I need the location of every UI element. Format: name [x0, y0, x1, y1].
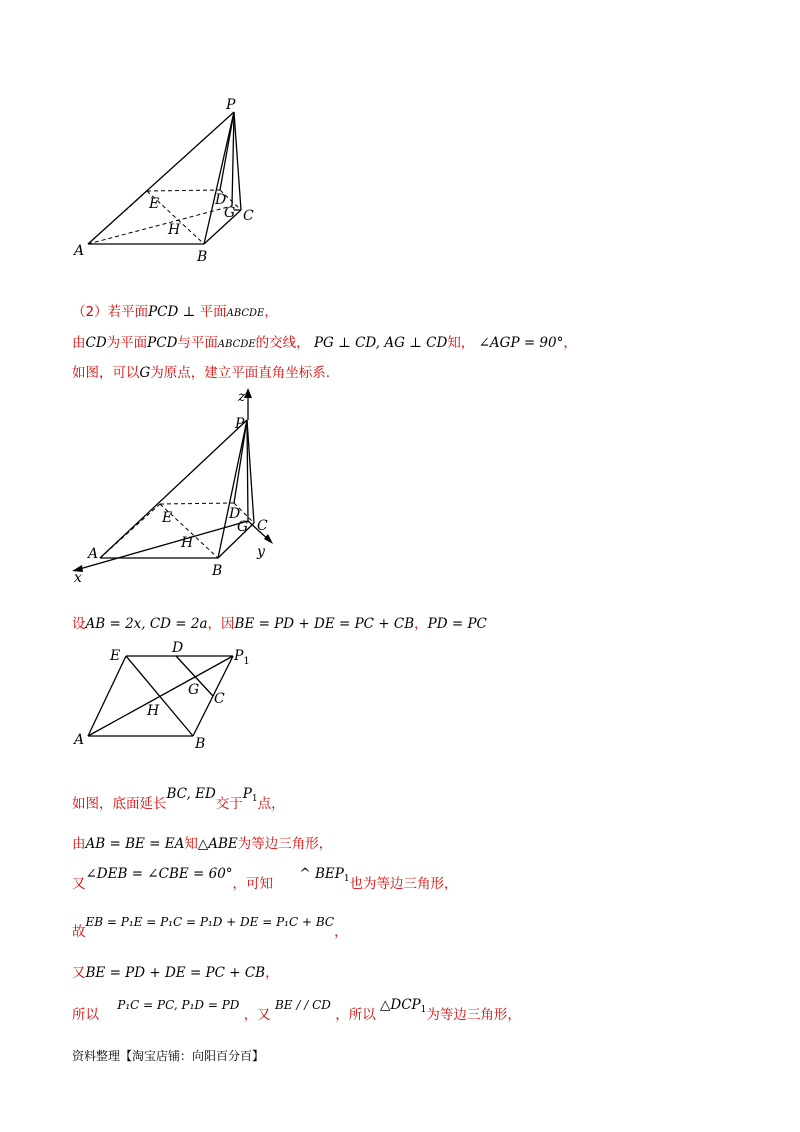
solution-line-7: 又∠DEB = ∠CBE = 60°，可知 ^ $BEP_1$也为等边三角形， [72, 866, 458, 892]
fig2-label-D: D [229, 506, 241, 522]
solution-line-2: 由CD为平面PCD与平面ABCDE的交线， PG ⊥ CD, AG ⊥ CD知， ∠AGP = 90°， [72, 335, 577, 351]
fig3-label-G: G [188, 682, 200, 698]
fig2-label-x: x [74, 570, 82, 586]
fig1-label-G: G [224, 205, 236, 221]
fig2-label-H: H [181, 535, 194, 551]
fig1-label-P: P [226, 97, 236, 113]
fig3-label-P1: $P_1$ [234, 648, 250, 667]
fig3-label-B: B [195, 736, 206, 752]
solution-line-3: 如图，可以G为原点，建立平面直角坐标系. [72, 365, 331, 381]
fig2-label-G: G [237, 519, 249, 535]
fig2-label-C: C [257, 518, 268, 534]
fig1-label-H: H [168, 222, 181, 238]
fig3-label-E: E [110, 648, 121, 664]
fig2-label-E: E [162, 510, 173, 526]
fig2-label-B: B [212, 563, 223, 579]
solution-line-8: 故EB = P₁E = P₁C = P₁D + DE = P₁C + BC， [72, 915, 348, 940]
solution-line-10: 所以 P₁C = PC, P₁D = PD ，又 BE / / CD ，所以 $\triangle DCP_1$为等边三角形， [72, 997, 521, 1023]
fig1-label-D: D [215, 192, 227, 208]
fig1-label-C: C [243, 208, 254, 224]
fig1-label-B: B [197, 249, 208, 265]
fig2-label-z: z [238, 389, 246, 405]
fig2-label-P: P [235, 416, 245, 432]
solution-line-5: 如图，底面延长BC, ED交于$P_1$点， [72, 786, 285, 812]
fig1-label-A: A [74, 243, 85, 259]
fig3-label-A: A [74, 732, 85, 748]
solution-line-6: 由AB = BE = EA知△ABE为等边三角形， [72, 836, 333, 852]
solution-line-9: 又BE = PD + DE = PC + CB， [72, 965, 279, 981]
fig2-label-y: y [257, 544, 265, 560]
fig3-label-H: H [147, 703, 160, 719]
fig3-label-C: C [214, 691, 225, 707]
fig3-label-D: D [172, 640, 184, 656]
fig1-label-E: E [149, 196, 160, 212]
solution-line-4: 设AB = 2x, CD = 2a，因BE = PD + DE = PC + CB，PD = PC [72, 616, 487, 632]
fig2-label-A: A [88, 546, 99, 562]
solution-line-1: （2）若平面PCD ⊥ 平面ABCDE， [72, 304, 278, 320]
footer-source: 资料整理【淘宝店铺：向阳百分百】 [72, 1049, 265, 1063]
